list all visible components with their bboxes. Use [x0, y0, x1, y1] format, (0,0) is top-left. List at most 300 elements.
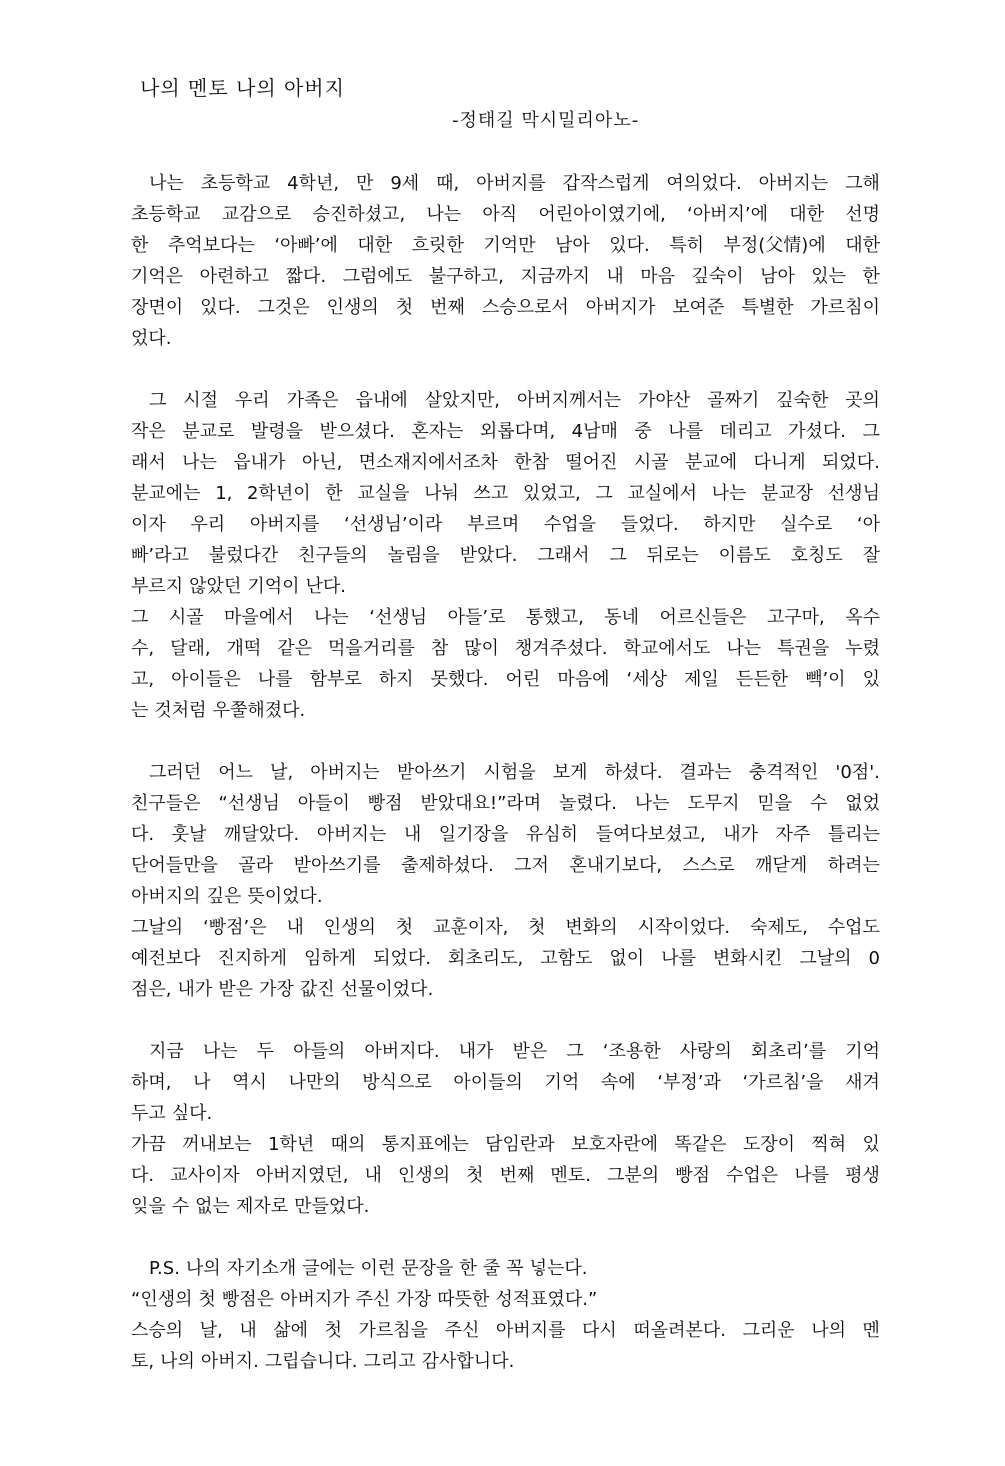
word: 있는 [811, 266, 847, 287]
word: 발령을 [250, 421, 304, 442]
word: 는 [131, 700, 149, 721]
word: 데리고 [719, 421, 772, 442]
paragraph-line [131, 1284, 880, 1315]
word: 실수로 [780, 514, 833, 535]
word: 시험을 [483, 762, 536, 783]
word: 고함도 [540, 948, 593, 969]
word: 가족은 [286, 390, 339, 411]
word: 사랑의 [679, 1041, 732, 1062]
word: 함부로 [309, 669, 362, 690]
paragraph-line [131, 292, 880, 323]
word: 시작이었다. [637, 917, 731, 938]
word: 그러던 [149, 762, 202, 783]
word: 그 [149, 390, 167, 411]
word: 남아 [554, 235, 590, 256]
word: 읍내가 [233, 452, 286, 473]
word: 그저 [514, 855, 549, 876]
word: 문장을 [401, 1258, 454, 1279]
word: 교실에서 [627, 483, 697, 504]
word: 그 [595, 483, 613, 504]
word: 되었다. [373, 948, 432, 969]
paragraph [131, 385, 880, 602]
word: 아버지였던, [255, 1165, 349, 1186]
word: 특별한 [741, 297, 794, 318]
word: 부르며 [467, 514, 520, 535]
word: 든든한 [735, 669, 789, 690]
word: 주신 [355, 1289, 391, 1310]
word: 옥수 [845, 607, 880, 628]
word: ‘아 [856, 514, 880, 535]
word: 아닌, [301, 452, 343, 473]
paragraph-line [131, 1346, 880, 1377]
word: 인생의 [326, 297, 379, 318]
word: 없는 [195, 1196, 230, 1217]
word: 변화시킨 [712, 948, 783, 969]
paragraph-line [131, 168, 880, 199]
paragraph-line [131, 881, 880, 912]
word: ‘아빠’에 [274, 235, 338, 256]
word: 새겨 [845, 1072, 880, 1093]
word: 있다. [609, 235, 650, 256]
word: 수업을 [543, 514, 597, 535]
word: 먹을거리를 [327, 638, 415, 659]
word: 받으셨다. [319, 421, 395, 442]
word: 한 [325, 483, 343, 504]
paragraph-line [131, 1160, 880, 1191]
word: 아직 [482, 204, 518, 225]
word: 인생의 [323, 917, 376, 938]
word: 참 [430, 638, 449, 659]
word: 골짜기 [707, 390, 760, 411]
word: 뒤로는 [646, 545, 699, 566]
word: 래서 [131, 452, 166, 473]
word: 내 [286, 917, 304, 938]
word: 내가 [177, 979, 213, 1000]
word: 값진 [299, 979, 335, 1000]
word: 나를 [668, 421, 704, 442]
word: 많이 [464, 638, 499, 659]
word: 들었다. [620, 514, 679, 535]
word: 분교에 [684, 452, 738, 473]
word: 통했고, [525, 607, 584, 628]
word: 우리 [190, 514, 226, 535]
word: 스스로 [682, 855, 735, 876]
word: 4학년, [287, 173, 340, 194]
word: 꼭 [506, 1258, 524, 1279]
paragraph-line [131, 1253, 880, 1284]
word: 선물이었다. [340, 979, 434, 1000]
word: 기억은 [131, 266, 184, 287]
word: 나는 [426, 204, 462, 225]
word: 내 [364, 1165, 382, 1186]
word: 한참 [514, 452, 549, 473]
word: 1학년 [268, 1134, 315, 1155]
word: 한 [862, 266, 880, 287]
word: 다시 [582, 1320, 617, 1341]
word: 넣는다. [529, 1258, 588, 1279]
word: 면소재지에서조차 [358, 452, 498, 473]
word: 아버지는 [758, 173, 829, 194]
word: 놀렸다. [559, 793, 617, 814]
word: 첫 [198, 1289, 216, 1310]
word: 부정(父情)에 [723, 235, 826, 256]
word: 있다. [200, 297, 241, 318]
word: 나를 [661, 948, 696, 969]
word: 부르지 [131, 576, 184, 597]
paragraph-line [131, 571, 880, 602]
word: 아버지께서는 [516, 390, 622, 411]
word: 깨달았다. [223, 824, 300, 845]
word: 내 [403, 824, 422, 845]
word: 다. [131, 824, 155, 845]
paragraph [131, 912, 880, 1005]
word: 아버지. [200, 1351, 259, 1372]
word: 수 [809, 793, 828, 814]
word: 골라 [238, 855, 274, 876]
word: 교감으로 [221, 204, 292, 225]
word: 아버지를 [495, 1320, 566, 1341]
word: 역시 [232, 1072, 267, 1093]
word: 떨어진 [565, 452, 618, 473]
word: 그리고 [363, 1351, 416, 1372]
word: 나는 [726, 638, 762, 659]
word: 임하게 [304, 948, 357, 969]
word: 똑같은 [674, 1134, 727, 1155]
word: 아버지다. [364, 1041, 440, 1062]
word: 때의 [330, 1134, 366, 1155]
word: 9세 [390, 173, 420, 194]
word: 가셨다. [788, 421, 847, 442]
paragraph [131, 1253, 880, 1284]
word: 대한 [357, 235, 393, 256]
word: 나의 [185, 1258, 221, 1279]
word: 난다. [305, 576, 347, 597]
word: 되었다. [822, 452, 880, 473]
paragraph-line [131, 695, 880, 726]
word: 변화의 [565, 917, 618, 938]
word: 아들’로 [447, 607, 506, 628]
paragraph-line [131, 1129, 880, 1160]
word: 다. [131, 1165, 155, 1186]
word: 특권을 [777, 638, 830, 659]
word: 지금 [149, 1041, 184, 1062]
word: 줄 [482, 1258, 501, 1279]
word: 한 [131, 235, 149, 256]
paragraph-line [131, 199, 880, 230]
word: 아들의 [293, 1041, 346, 1062]
word: 스승으로서 [481, 297, 569, 318]
paragraph [131, 1036, 880, 1129]
word: 받은 [512, 1041, 548, 1062]
word: 하지만 [703, 514, 756, 535]
word: 날, [199, 1320, 223, 1341]
word: 남아 [760, 266, 795, 287]
word: 살았지만, [424, 390, 500, 411]
word: ‘아버지’에 [687, 204, 769, 225]
paragraph-gap [131, 1005, 880, 1036]
word: 만들었다. [294, 1196, 370, 1217]
word: 마음에 [557, 669, 610, 690]
word: 예전보다 [131, 948, 201, 969]
word: 도장이 [742, 1134, 796, 1155]
word: 받은 [218, 979, 254, 1000]
word: 나는 [314, 607, 349, 628]
word: 가장 [259, 979, 294, 1000]
paragraph-line [131, 1191, 880, 1222]
word: 깨닫게 [755, 855, 808, 876]
document-title: 나의 멘토 나의 아버지 [140, 76, 345, 100]
word: 초등학교 [131, 204, 201, 225]
word: 만 [356, 173, 374, 194]
word: 진지하게 [217, 948, 288, 969]
word: 나만의 [288, 1072, 341, 1093]
paragraph [131, 168, 880, 354]
word: 선명 [845, 204, 880, 225]
word: 분교로 [182, 421, 235, 442]
word: 있 [862, 669, 880, 690]
word: 호칭도 [790, 545, 843, 566]
word: 하며, [131, 1072, 172, 1093]
word: 나를 [257, 669, 293, 690]
word: 수, [131, 638, 155, 659]
word: 교사이자 [170, 1165, 240, 1186]
word: ‘부정’과 [657, 1072, 721, 1093]
word: 나는 [711, 483, 747, 504]
word: 외롭다며, [479, 421, 556, 442]
word: 작은 [131, 421, 166, 442]
paragraph-line [131, 509, 880, 540]
word: 출제하셨다. [401, 855, 494, 876]
word: 아버지가 [280, 1289, 350, 1310]
word: 두 [256, 1041, 275, 1062]
word: 고, [131, 669, 155, 690]
word: 아이들은 [171, 669, 241, 690]
paragraph-gap [131, 354, 880, 385]
word: 4남매 [571, 421, 618, 442]
word: 성적표였다.” [495, 1289, 598, 1310]
word: 멘 [862, 1320, 880, 1341]
word: ‘세상 [626, 669, 668, 690]
paragraph-line [131, 974, 880, 1005]
word: 다니게 [753, 452, 806, 473]
word: 시골 [168, 607, 204, 628]
word: 깊숙한 [776, 390, 829, 411]
paragraph-line [131, 385, 880, 416]
word: 아버지의 [131, 886, 201, 907]
word: 개떡 [226, 638, 262, 659]
paragraph-line [131, 1098, 880, 1129]
paragraph [131, 757, 880, 912]
word: 었다. [131, 328, 172, 349]
word: 나를 [794, 1165, 830, 1186]
document-body [131, 168, 880, 1377]
paragraph-line [131, 540, 880, 571]
word: 분교장 [761, 483, 814, 504]
word: 불구하고, [428, 266, 504, 287]
word: 마을에서 [224, 607, 294, 628]
word: 친구들의 [298, 545, 368, 566]
word: 여의었다. [666, 173, 742, 194]
word: 글에는 [302, 1258, 355, 1279]
word: 나는 [182, 452, 217, 473]
word: 어르신들은 [659, 607, 747, 628]
paragraph-line [131, 416, 880, 447]
paragraph-line [131, 943, 880, 974]
word: 일기장을 [438, 824, 509, 845]
word: 우쭐해졌다. [212, 700, 306, 721]
word: 도무지 [687, 793, 740, 814]
word: 갑작스럽게 [562, 173, 650, 194]
word: 나 [193, 1072, 211, 1093]
word: 감사합니다. [421, 1351, 515, 1372]
word: 내 [606, 266, 624, 287]
word: 승진하셨고, [312, 204, 406, 225]
word: 1, [215, 483, 233, 504]
paragraph-line [131, 664, 880, 695]
word: 짧다. [285, 266, 327, 287]
word: 믿을 [757, 793, 793, 814]
word: 훗날 [171, 824, 207, 845]
word: 뜻이었다. [247, 886, 323, 907]
word: 고구마, [766, 607, 825, 628]
word: 첫 [528, 917, 546, 938]
word: 어린 [505, 669, 541, 690]
word: 토, [131, 1351, 155, 1372]
word: 나의 [811, 1320, 847, 1341]
word: 보호자란에 [571, 1134, 658, 1155]
word: 받아쓰기를 [293, 855, 381, 876]
word: 보여준 [672, 297, 725, 318]
word: 대한 [845, 235, 880, 256]
paragraph-gap [131, 726, 880, 757]
word: 주신 [444, 1320, 480, 1341]
word: 결과는 [679, 762, 732, 783]
word: 내가 [723, 824, 758, 845]
word: 아련하고 [199, 266, 270, 287]
word: “선생님 [218, 793, 280, 814]
word: 기억 [544, 1072, 580, 1093]
word: 아버지를 [249, 514, 320, 535]
word: 것처럼 [154, 700, 207, 721]
word: 첫 [324, 1320, 342, 1341]
word: 그해 [845, 173, 880, 194]
word: 그 [131, 607, 149, 628]
word: 학교에서도 [623, 638, 711, 659]
word: 제자로 [235, 1196, 289, 1217]
word: 꺼내보는 [182, 1134, 252, 1155]
word: ‘선생님’이라 [344, 514, 443, 535]
word: 분교에는 [131, 483, 201, 504]
word: 내 [239, 1320, 257, 1341]
paragraph-line [131, 261, 880, 292]
word: 첫 [395, 297, 414, 318]
word: ‘빵점’은 [203, 917, 267, 938]
word: 수업도 [827, 917, 880, 938]
word: 들여다보셨고, [595, 824, 706, 845]
word: 장면이 [131, 297, 184, 318]
word: 있 [862, 1134, 880, 1155]
word: 쓰고 [473, 483, 509, 504]
word: 아들이 [297, 793, 350, 814]
word: 나는 [149, 173, 184, 194]
word: ‘선생님 [369, 607, 428, 628]
word: 유심히 [525, 824, 579, 845]
word: 싶다. [171, 1103, 213, 1124]
word: 숙제도, [749, 917, 808, 938]
word: 담임란과 [485, 1134, 555, 1155]
word: 누렸 [845, 638, 880, 659]
word: ‘가르침’을 [742, 1072, 824, 1093]
word: 읍내에 [355, 390, 408, 411]
word: 기억 [845, 1041, 880, 1062]
paragraph-line [131, 1036, 880, 1067]
word: 한 [459, 1258, 477, 1279]
word: 그날의 [131, 917, 184, 938]
word: 없었 [845, 793, 880, 814]
word: 동네 [604, 607, 640, 628]
word: 번째 [430, 297, 465, 318]
word: 교실을 [357, 483, 410, 504]
word: 보게 [552, 762, 588, 783]
paragraph-line [131, 1315, 880, 1346]
paragraph-line [131, 633, 880, 664]
word: 우리 [234, 390, 270, 411]
word: 내가 [458, 1041, 494, 1062]
word: 달래, [170, 638, 211, 659]
word: 어린아이였기에, [538, 204, 666, 225]
word: 그립습니다. [264, 1351, 358, 1372]
paragraph [131, 1315, 880, 1377]
word: 없이 [609, 948, 645, 969]
word: 충격적인 [748, 762, 819, 783]
paragraph-line [131, 850, 880, 881]
word: 그 [862, 421, 880, 442]
paragraph-line [131, 788, 880, 819]
word: 그것은 [257, 297, 310, 318]
paragraph-line [131, 819, 880, 850]
word: 아버지가 [585, 297, 656, 318]
document-author: -정태길 막시밀리아노- [452, 110, 640, 131]
word: 틀리는 [827, 824, 880, 845]
word: 특히 [669, 235, 705, 256]
word: 회초리’를 [750, 1041, 827, 1062]
word: 혼내기보다, [569, 855, 663, 876]
paragraph [131, 602, 880, 726]
paragraph-line [131, 757, 880, 788]
word: 빠’라고 [131, 545, 189, 566]
word: 친구들은 [131, 793, 201, 814]
word: 따뜻한 [437, 1289, 490, 1310]
word: 받았대요!”라며 [420, 793, 542, 814]
word: 날, [270, 762, 294, 783]
word: 가르침이 [810, 297, 880, 318]
word: 초등학교 [200, 173, 271, 194]
word: 나눠 [424, 483, 459, 504]
word: 기억이 [247, 576, 300, 597]
word: 가끔 [131, 1134, 166, 1155]
word: 가야산 [638, 390, 691, 411]
word: 찍혀 [811, 1134, 847, 1155]
word: 받았다. [459, 545, 518, 566]
paragraph-line [131, 323, 880, 354]
word: 점은, [131, 979, 172, 1000]
paragraph-line [131, 602, 880, 633]
word: 평생 [845, 1165, 880, 1186]
word: 나의 [160, 1351, 195, 1372]
word: 떠올려본다. [633, 1320, 726, 1341]
word: 잘 [862, 545, 880, 566]
word: 아이들의 [453, 1072, 523, 1093]
